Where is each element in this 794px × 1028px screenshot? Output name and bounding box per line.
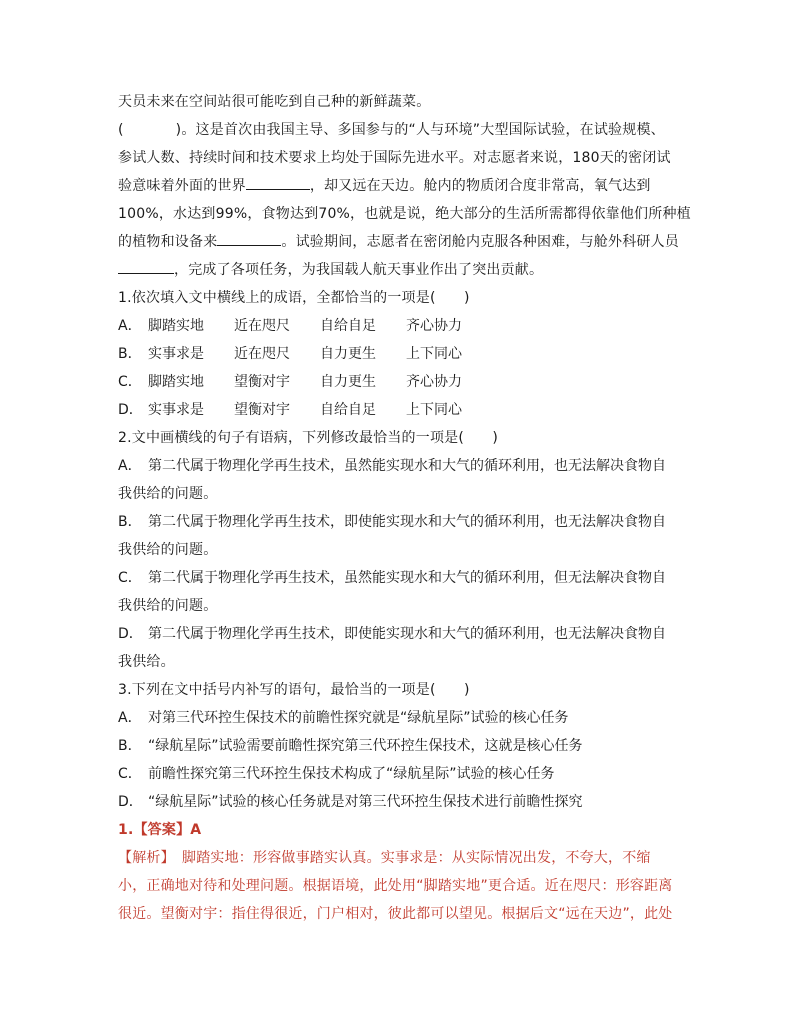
option-row	[118, 564, 688, 592]
option-idiom: 自给自足	[320, 402, 376, 418]
question-2	[118, 424, 688, 676]
option-text: 第二代属于物理化学再生技术，即使能实现水和大气的循环利用，也无法解决食物自	[148, 626, 666, 642]
passage-text: 验意味着外面的世界	[118, 178, 246, 194]
option-row	[118, 732, 688, 760]
option-text: “绿航星际”试验需要前瞻性探究第三代环控生保技术，这就是核心任务	[148, 738, 583, 754]
passage-text: ，却又远在天边。舱内的物质闭合度非常高，氧气达到	[309, 178, 651, 194]
option-idiom: 齐心协力	[406, 374, 462, 390]
option-idiom: 上下同心	[406, 402, 462, 418]
option-letter: C．	[118, 766, 142, 782]
option-text: 第二代属于物理化学再生技术，虽然能实现水和大气的循环利用，也无法解决食物自	[148, 458, 666, 474]
analysis-line	[118, 844, 688, 872]
option-idiom: 脚踏实地	[148, 318, 204, 334]
answer-tag: 【答案】A	[133, 822, 202, 838]
passage-line	[118, 256, 688, 284]
question-title: 1.依次填入文中横线上的成语，全都恰当的一项是( )	[118, 290, 470, 306]
option-letter: B．	[118, 514, 142, 530]
option-idiom: 自力更生	[320, 346, 376, 362]
passage-text: 参试人数、持续时间和技术要求上均处于国际先进水平。对志愿者来说，180天的密闭试	[118, 150, 671, 166]
passage-text: 的植物和设备来	[118, 234, 218, 250]
passage-line	[118, 88, 688, 116]
option-idiom: 齐心协力	[406, 318, 462, 334]
option-text: 对第三代环控生保技术的前瞻性探究就是“绿航星际”试验的核心任务	[148, 710, 569, 726]
passage-text: 100%，水达到99%，食物达到70%，也就是说，绝大部分的生活所需都得依靠他们所种植	[118, 206, 691, 222]
option-idiom: 近在咫尺	[234, 318, 290, 334]
option-row	[118, 704, 688, 732]
passage	[118, 88, 691, 284]
question-title: 2.文中画横线的句子有语病，下列修改最恰当的一项是( )	[118, 430, 499, 446]
option-idiom: 近在咫尺	[234, 346, 290, 362]
analysis-line	[118, 872, 688, 900]
option-row	[118, 312, 688, 340]
option-row	[118, 760, 688, 788]
option-letter: A．	[118, 318, 142, 334]
question-1	[118, 284, 688, 424]
passage-line	[118, 172, 688, 200]
option-continuation: 我供给。	[118, 654, 175, 670]
option-row	[118, 620, 688, 648]
option-idiom: 上下同心	[406, 346, 462, 362]
option-letter: B．	[118, 738, 142, 754]
option-text: “绿航星际”试验的核心任务就是对第三代环控生保技术进行前瞻性探究	[148, 794, 583, 810]
option-row	[118, 368, 688, 396]
passage-line	[118, 116, 688, 144]
option-letter: C．	[118, 374, 142, 390]
passage-line	[118, 228, 688, 256]
option-idiom: 实事求是	[148, 346, 204, 362]
analysis-text: 脚踏实地：形容做事踏实认真。实事求是：从实际情况出发，不夸大，不缩	[167, 850, 651, 866]
option-letter: D．	[118, 402, 143, 418]
passage-line	[118, 200, 691, 228]
option-letter: D．	[118, 626, 143, 642]
document-page	[118, 88, 691, 928]
passage-text: 。试验期间，志愿者在密闭舱内克服各种困难，与舱外科研人员	[281, 234, 680, 250]
option-text: 第二代属于物理化学再生技术，即使能实现水和大气的循环利用，也无法解决食物自	[148, 514, 666, 530]
analysis-text: 很近。望衡对宇：指住得很近，门户相对，彼此都可以望见。根据后文“远在天边”，此处	[118, 906, 673, 922]
option-idiom: 望衡对宇	[234, 374, 290, 390]
analysis-label: 【解析】	[118, 850, 168, 866]
answer-heading	[118, 816, 688, 844]
option-text: 前瞻性探究第三代环控生保技术构成了“绿航星际”试验的核心任务	[148, 766, 555, 782]
option-letter: C．	[118, 570, 142, 586]
option-row	[118, 788, 688, 816]
analysis-text: 小，正确地对待和处理问题。根据语境，此处用“脚踏实地”更合适。近在咫尺：形容距离	[118, 878, 673, 894]
option-text: 第二代属于物理化学再生技术，虽然能实现水和大气的循环利用，但无法解决食物自	[148, 570, 666, 586]
bracket-open: (	[118, 122, 124, 138]
question-3	[118, 676, 688, 816]
option-idiom: 自力更生	[320, 374, 376, 390]
passage-line	[118, 144, 688, 172]
option-idiom: 望衡对宇	[234, 402, 290, 418]
option-idiom: 自给自足	[320, 318, 376, 334]
option-letter: B．	[118, 346, 142, 362]
answer-number: 1.	[118, 822, 134, 838]
analysis-line	[118, 900, 688, 928]
passage-text: ，完成了各项任务，为我国载人航天事业作出了突出贡献。	[174, 262, 544, 278]
option-row	[118, 452, 688, 480]
fill-blank-2	[217, 229, 281, 246]
fill-blank-1	[246, 173, 310, 190]
answer-section	[118, 816, 688, 928]
question-title: 3.下列在文中括号内补写的语句，最恰当的一项是( )	[118, 682, 470, 698]
option-row	[118, 340, 688, 368]
option-idiom: 实事求是	[148, 402, 204, 418]
passage-text: 天员未来在空间站很可能吃到自己种的新鲜蔬菜。	[118, 94, 431, 110]
option-letter: A．	[118, 458, 142, 474]
fill-blank-3	[118, 257, 174, 274]
option-continuation: 我供给的问题。	[118, 486, 218, 502]
option-row	[118, 396, 688, 424]
option-idiom: 脚踏实地	[148, 374, 204, 390]
option-row	[118, 508, 688, 536]
option-continuation: 我供给的问题。	[118, 542, 218, 558]
passage-text: )。这是首次由我国主导、多国参与的“人与环境”大型国际试验，在试验规模、	[175, 122, 665, 138]
option-letter: D．	[118, 794, 143, 810]
option-letter: A．	[118, 710, 142, 726]
option-continuation: 我供给的问题。	[118, 598, 218, 614]
